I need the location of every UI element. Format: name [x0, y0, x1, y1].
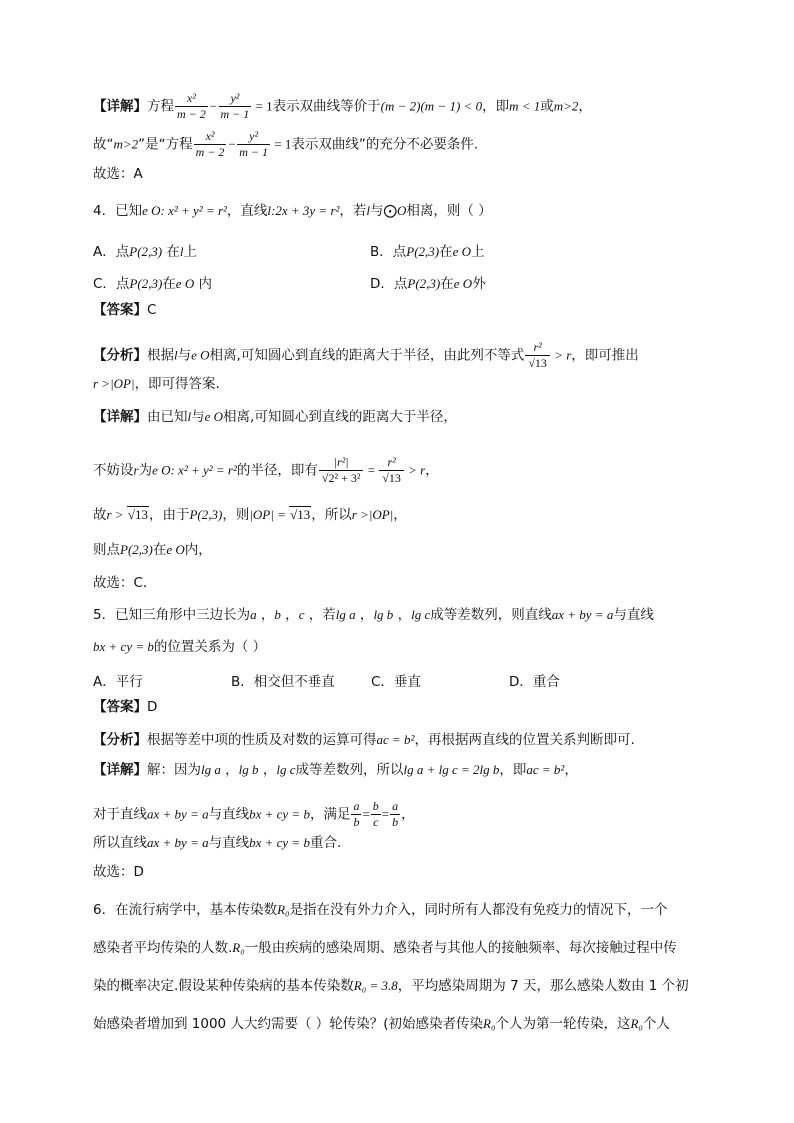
detail-tag: 【详解】: [93, 98, 147, 115]
question-4: 4．已知e O: x² + y² = r²，直线l:2x + 3y = r²，若l与⨀O相离，则（ ）: [93, 203, 492, 219]
fraction: $\frac{\text{|r²|}}{\text{√2² + 3²}}$: [319, 455, 364, 486]
detail-5-line-1: 【详解】解：因为lg a ，lg b ，lg c成等差数列，所以lg a + lg c = 2lg b，即ac = b²，: [93, 762, 578, 778]
detail-5-line-3: 所以直线ax + by = a与直线bx + cy = b重合.: [93, 835, 342, 851]
fraction: $\frac{\text{y²}}{m - 1}$: [239, 129, 268, 159]
fraction: $\frac{a}{b}$: [392, 799, 399, 829]
detail-4-line-4: 则点P(2,3)在e O内，: [93, 542, 212, 558]
detail-4-line-1: 【详解】由已知l与e O相离,可知圆心到直线的距离大于半径，: [93, 409, 457, 425]
option-c: C．点P(2,3)在e O 内: [93, 276, 213, 292]
option-b: B．点P(2,3)在e O上: [370, 244, 485, 260]
analysis-5: 【分析】根据等差中项的性质及对数的运算可得ac = b²，再根据两直线的位置关系判断即可.: [93, 732, 635, 748]
fraction: $\frac{a}{b}$: [353, 799, 360, 829]
detail-5-line-2: 对于直线ax + by = a与直线bx + cy = b，满足 $\frac{a}{b}$ = $\frac{b}{c}$ = $\frac{a}{b}$ ，: [93, 799, 415, 829]
detail-5-choice: 故选：D: [93, 864, 144, 880]
option-d: D．点P(2,3)在e O外: [370, 276, 486, 292]
detail-4-line-3: 故r > √13，由于P(2,3)，则|OP| = √13，所以r >|OP|，: [93, 507, 407, 523]
fraction: $\frac{\text{x²}}{m - 2}$: [177, 91, 206, 121]
detail-line-1: 【详解】方程 $\frac{\text{x²}}{m - 2}$ − $\frac{\text{y²}}{m - 1}$ = 1表示双曲线等价于(m − 2)(m − 1) < 0，即m < 1或m>2，: [93, 91, 592, 121]
question-5-cont: bx + cy = b的位置关系为（ ）: [93, 639, 267, 655]
option-d: D．重合: [509, 674, 560, 690]
question-6-line-2: 感染者平均传染的人数.R₀一般由疾病的感染周期、感染者与其他人的接触频率、每次接触过程中传: [93, 940, 677, 956]
answer-5: 【答案】D: [93, 699, 158, 715]
question-6-line-3: 染的概率决定.假设某种传染病的基本传染数R₀ = 3.8，平均感染周期为 7 天，那么感染人数由 1 个初: [93, 978, 689, 994]
detail-4-line-2: 不妨设r为e O: x² + y² = r²的半径，即有 $\frac{\text{|r²|}}{\text{√2² + 3²}}$ = $\frac{\text{r²}}{√13}$ > r，: [93, 455, 439, 485]
option-b: B．相交但不垂直: [231, 674, 335, 690]
detail-line-2: 故“m>2”是“方程 $\frac{\text{x²}}{m - 2}$ − $\frac{\text{y²}}{m - 1}$ = 1表示双曲线”的充分不必要条件.: [93, 129, 479, 159]
fraction: $\frac{\text{x²}}{m - 2}$: [195, 129, 225, 159]
fraction: $\frac{\text{r²}}{√13}$: [525, 340, 550, 371]
analysis-4: 【分析】根据l与e O相离,可知圆心到直线的距离大于半径，由此列不等式 $\frac{\text{r²}}{√13}$ > r，即可推出: [93, 340, 639, 370]
question-5: 5．已知三角形中三边长为a ，b ，c ，若lg a ，lg b ，lg c成等差数列，则直线ax + by = a与直线: [93, 607, 654, 623]
option-a: A．平行: [93, 674, 143, 690]
option-a: A．点P(2,3) 在l上: [93, 244, 198, 260]
question-6-line-1: 6．在流行病学中，基本传染数R₀是指在没有外力介入，同时所有人都没有免疫力的情况下，一个: [93, 902, 668, 918]
fraction: $\frac{\text{y²}}{m - 1}$: [220, 91, 250, 121]
analysis-4-cont: r >|OP|，即可得答案.: [93, 376, 220, 392]
detail-4-choice: 故选：C．: [93, 575, 157, 591]
fraction: $\frac{b}{c}$: [372, 799, 379, 829]
fraction: $\frac{\text{r²}}{√13}$: [379, 455, 404, 486]
question-6-line-4: 始感染者增加到 1000 人大约需要（ ）轮传染？(初始感染者传染R₀个人为第一轮传染，这R₀个人: [93, 1016, 670, 1032]
answer-4: 【答案】C: [93, 302, 157, 318]
answer-choice-line: 故选：A: [93, 166, 143, 182]
option-c: C．垂直: [371, 674, 421, 690]
